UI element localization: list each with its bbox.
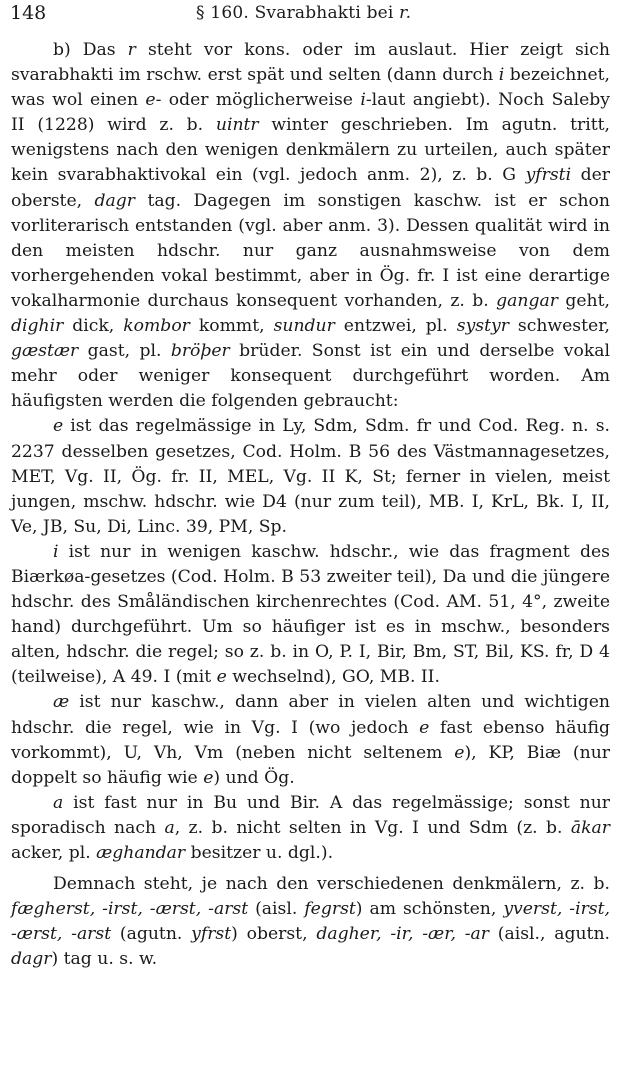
text-run: ist nur kaschw., dann aber in vielen alten und wichtigen hdschr. die regel, wie in Vg. I (wo jedoch xyxy=(11,692,610,738)
text-run: ) und Ög. xyxy=(213,767,295,788)
text-run: bezeichnet, was wol einen xyxy=(11,65,610,111)
italic-term: e xyxy=(419,717,430,738)
text-run: gast, pl. xyxy=(78,341,171,362)
text-run: schwester, xyxy=(508,316,610,337)
text-run: - oder möglicherweise xyxy=(155,90,361,111)
italic-term: i xyxy=(498,65,505,86)
italic-term: ākar xyxy=(570,817,610,838)
text-run: der oberste, xyxy=(11,165,610,211)
text-run: entzwei, pl. xyxy=(334,316,457,337)
running-head xyxy=(10,2,610,28)
text-run: geht, xyxy=(557,290,611,311)
italic-term: dighir xyxy=(11,316,64,337)
section-letter: r. xyxy=(399,3,412,23)
italic-term: gæstær xyxy=(11,341,79,362)
paragraph-e-vowel xyxy=(11,414,610,539)
italic-term: uintr xyxy=(215,115,259,136)
section-sign: § 160. xyxy=(196,3,249,23)
text-run: ist fast nur in Bu und Bir. A das regelmässige; sonst nur sporadisch nach xyxy=(11,792,610,838)
text-run: (agutn. xyxy=(111,924,192,945)
paragraph-summary xyxy=(11,872,610,972)
text-run: b) Das xyxy=(53,40,128,60)
italic-term: yverst, -irst, -ærst, -arst xyxy=(11,899,610,945)
italic-term: fegrst xyxy=(304,899,356,920)
text-run: (aisl. xyxy=(248,899,305,920)
text-run: besitzer u. dgl.). xyxy=(185,843,334,863)
italic-term: dagher, -ir, -ær, -ar xyxy=(316,924,490,945)
text-run: tag. Dagegen im sonstigen kaschw. ist er schon vorliterarisch entstanden (vgl. aber anm. 3). Dessen qualität wird in den meisten hdschr. nur ganz ausnahmsweise von dem vorhergehenden vokal bestimmt, aber in Ög. fr. I ist eine derartige vokalharmonie durchaus konsequent vorhanden, z. b. xyxy=(11,190,610,311)
text-run: , z. b. nicht selten in Vg. I und Sdm (z. b. xyxy=(174,817,571,838)
text-run: ), KP, Biæ (nur doppelt so häufig wie xyxy=(11,742,610,788)
italic-term: e xyxy=(203,767,214,788)
text-run: dick, xyxy=(63,316,124,337)
italic-term: r xyxy=(127,40,136,60)
italic-term: a xyxy=(53,792,64,813)
paragraph-b-intro xyxy=(11,38,610,414)
text-run: kommt, xyxy=(189,316,274,337)
paragraph-i-vowel xyxy=(11,540,610,691)
text-run: steht vor kons. oder im auslaut. Hier zeigt sich svarabhakti im rschw. erst spät und selten (dann durch xyxy=(11,40,611,86)
italic-term: kombor xyxy=(123,316,190,337)
body-text xyxy=(11,38,610,972)
page-number: 148 xyxy=(10,2,47,24)
italic-term: e xyxy=(53,416,64,437)
italic-term: sundur xyxy=(273,316,335,337)
text-run: acker, pl. xyxy=(11,843,97,863)
italic-term: æghandar xyxy=(96,843,186,863)
italic-term: æ xyxy=(53,692,70,713)
text-run: ) tag u. s. w. xyxy=(51,949,158,970)
italic-term: systyr xyxy=(456,316,509,337)
italic-term: e xyxy=(454,742,465,763)
text-run: fast ebenso häufig vorkommt), U, Vh, Vm (neben nicht seltenem xyxy=(11,717,610,763)
paragraph-ae-vowel xyxy=(11,690,610,790)
italic-term: fægherst, -irst, -ærst, -arst xyxy=(11,899,249,920)
text-run: -laut angiebt). Noch Saleby II (1228) wird z. b. xyxy=(11,90,610,136)
paragraph-a-vowel xyxy=(11,791,610,866)
italic-term: yfrsti xyxy=(525,165,572,186)
text-run: ist nur in wenigen kaschw. hdschr., wie das fragment des Biærkøa-gesetzes (Cod. Holm. B 53 zweiter teil), Da und die jüngere hdschr. des Småländischen kirchenrechtes (Cod. AM. 51, 4°, zweite hand) durchgeführt. Um so häufiger ist es in mschw., besonders alten, hdschr. die regel; so z. b. in O, P. I, Bir, Bm, ST, Bil, KS. fr, D 4 (teilweise), A 49. I (mit xyxy=(11,541,610,688)
italic-term: dagr xyxy=(94,190,136,211)
italic-term: e xyxy=(145,90,156,111)
text-run: ) oberst, xyxy=(231,924,317,945)
italic-term: yfrst xyxy=(191,924,232,945)
italic-term: e xyxy=(216,667,227,688)
italic-term: i xyxy=(360,90,366,111)
italic-term: bröþer xyxy=(170,341,230,362)
italic-term: gangar xyxy=(496,290,558,311)
italic-term: i xyxy=(53,541,59,562)
italic-term: dagr xyxy=(11,949,52,970)
text-run: brüder. Sonst ist ein und derselbe vokal mehr oder weniger konsequent durchgeführt worden. Am häufigsten werden die folgenden gebraucht: xyxy=(11,341,610,412)
text-run: Demnach steht, je nach den verschiedenen denkmälern, z. b. xyxy=(53,874,610,895)
text-run: wechselnd), GO, MB. II. xyxy=(226,667,440,688)
italic-term: a xyxy=(164,817,175,838)
section-name: Svarabhakti bei xyxy=(254,3,394,23)
text-run: ist das regelmässige in Ly, Sdm, Sdm. fr und Cod. Reg. n. s. 2237 desselben gesetzes, Cod. Holm. B 56 des Västmannagesetzes, MET, Vg. II, Ög. fr. II, MEL, Vg. II K, St; ferner in vielen, meist jungen, mschw. hdschr. wie D4 (nur zum teil), MB. I, KrL, Bk. I, II, Ve, JB, Su, Di, Linc. 39, PM, Sp. xyxy=(11,416,610,537)
text-run: ) am schönsten, xyxy=(355,899,504,920)
section-title xyxy=(196,3,411,23)
text-run: (aisl., agutn. xyxy=(489,924,610,945)
text-run: winter geschrieben. Im agutn. tritt, wenigstens nach den wenigen denkmälern zu urteilen, auch später kein svarabhaktivokal ein (vgl. jedoch anm. 2), z. b. G xyxy=(11,115,610,186)
